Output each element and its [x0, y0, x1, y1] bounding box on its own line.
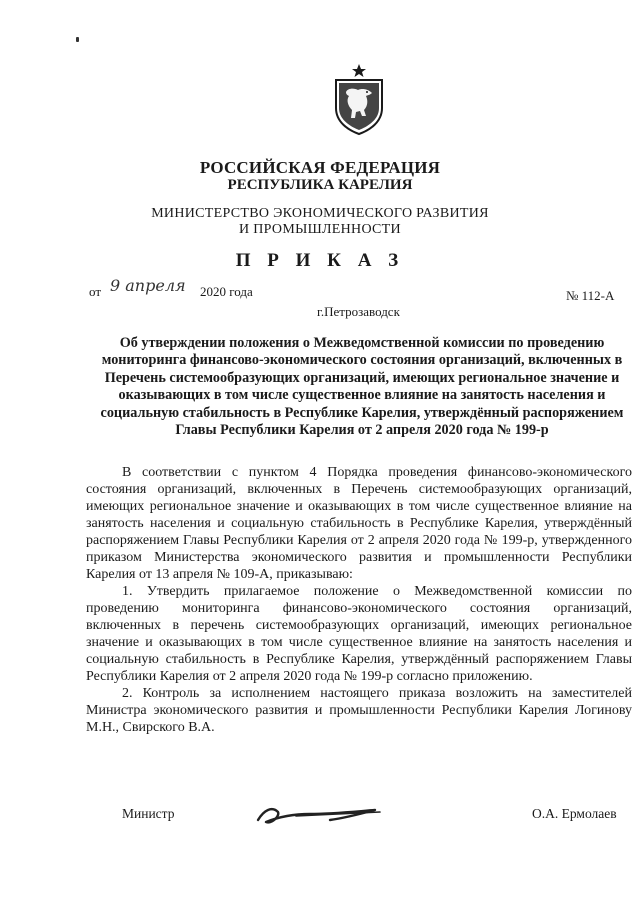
body-paragraph-item-2: 2. Контроль за исполнением настоящего приказа возложить на заместителей Министра экономического развития и промышленности Республики Карелия Логинову М.Н., Свирского В.А. [86, 686, 632, 735]
karelia-coat-of-arms-icon [330, 62, 388, 136]
city: г.Петрозаводск [317, 304, 400, 319]
header-ministry-line1: МИНИСТЕРСТВО ЭКОНОМИЧЕСКОГО РАЗВИТИЯ [151, 206, 489, 221]
signatory-name: О.А. Ермолаев [532, 806, 617, 821]
date-year: 2020 года [200, 284, 253, 299]
signatory-position: Министр [122, 806, 175, 821]
header-country: РОССИЙСКАЯ ФЕДЕРАЦИЯ [199, 158, 441, 177]
header-ministry-line2: И ПРОМЫШЛЕННОСТИ [239, 222, 401, 237]
order-body [86, 464, 632, 736]
header-republic: РЕСПУБЛИКА КАРЕЛИЯ [227, 177, 413, 193]
order-number: № 112-А [566, 288, 615, 303]
body-paragraph-preamble: В соответствии с пунктом 4 Порядка проведения финансово-экономического состояния организаций, включенных в Перечень системообразующих организаций, имеющих региональное значение и оказывающих в том числе существенное влияние на занятость населения и социальную стабильность в Республике Карелия, утверждённый распоряжением Главы Республики Карелия от 2 апреля 2020 года № 199-р, утвержденного приказом Министерства экономического развития и промышленности Республики Карелия от 13 апреля № 109-А, приказываю: [86, 465, 632, 582]
body-paragraph-item-1: 1. Утвердить прилагаемое положение о Межведомственной комиссии по проведению мониторинга финансово-экономического состояния организаций, включенных в перечень системообразующих организаций, имеющих региональное значение и оказывающих в том числе существенное влияние на занятость населения и социальную стабильность в Республике Карелия, утверждённый распоряжением Главы Республики Карелия от 2 апреля 2020 года № 199-р согласно приложению. [86, 584, 632, 684]
handwritten-signature-icon [250, 798, 400, 830]
scan-mark [76, 37, 79, 42]
date-prefix: от [89, 284, 102, 299]
document-type-heading: П Р И К А З [235, 250, 405, 271]
date-handwritten: 9 апреля [110, 276, 186, 295]
order-title: Об утверждении положения о Межведомственной комиссии по проведению мониторинга финансово-экономического состояния организаций, включенных в Перечень системообразующих организаций, имеющих региональное значение и оказывающих в том числе существенное влияние на занятость населения и социальную стабильность в Республике Карелия, утверждённый распоряжением Главы Республики Карелия от 2 апреля 2020 года № 199-р [100, 335, 624, 439]
